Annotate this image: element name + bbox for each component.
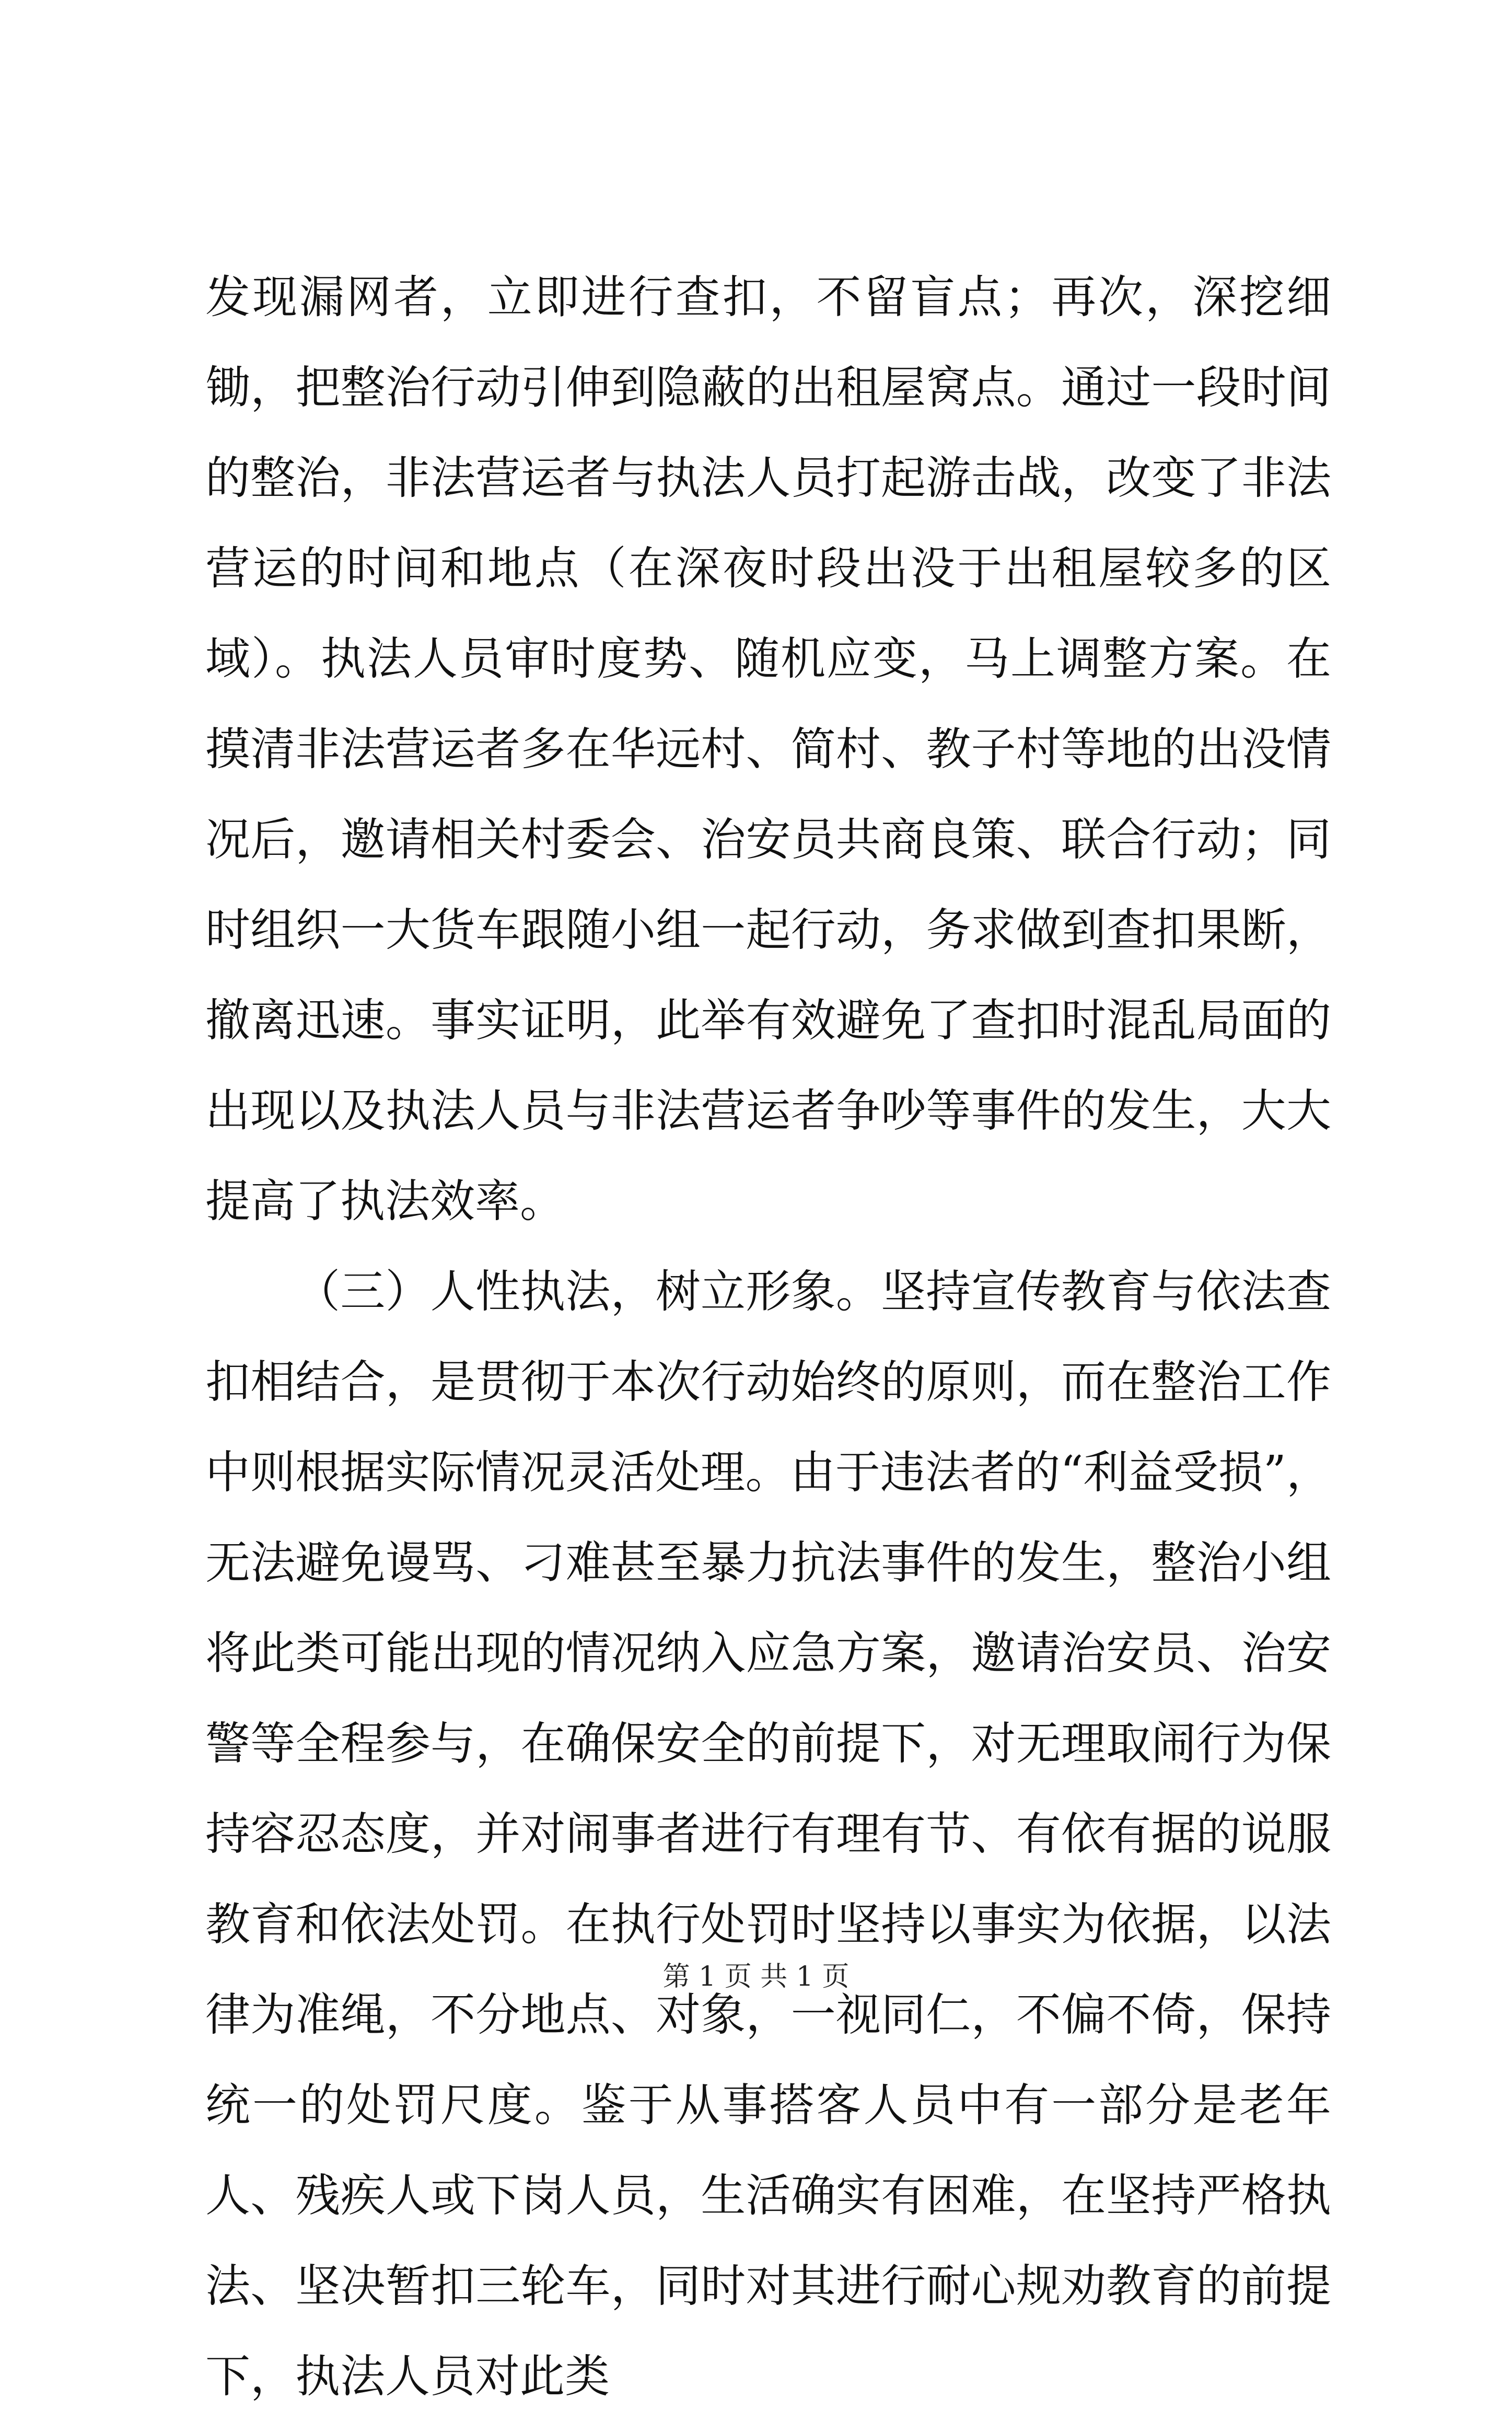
document-body	[205, 252, 1331, 2422]
paragraph-section-three: （三）人性执法，树立形象。坚持宣传教育与依法查扣相结合，是贯彻于本次行动始终的原则，而在整治工作中则根据实际情况灵活处理。由于违法者的“利益受损”，无法避免谩骂、刁难甚至暴力抗法事件的发生，整治小组将此类可能出现的情况纳入应急方案，邀请治安员、治安警等全程参与，在确保安全的前提下，对无理取闹行为保持容忍态度，并对闹事者进行有理有节、有依有据的说服教育和依法处罚。在执行处罚时坚持以事实为依据，以法律为准绳，不分地点、对象，一视同仁，不偏不倚，保持统一的处罚尺度。鉴于从事搭客人员中有一部分是老年人、残疾人或下岗人员，生活确实有困难，在坚持严格执法、坚决暂扣三轮车，同时对其进行耐心规劝教育的前提下，执法人员对此类	[205, 1266, 1331, 2403]
paragraph-continued: 发现漏网者，立即进行查扣，不留盲点；再次，深挖细锄，把整治行动引伸到隐蔽的出租屋窝点。通过一段时间的整治，非法营运者与执法人员打起游击战，改变了非法营运的时间和地点（在深夜时段出没于出租屋较多的区域）。执法人员审时度势、随机应变，马上调整方案。在摸清非法营运者多在华远村、简村、教子村等地的出没情况后，邀请相关村委会、治安员共商良策、联合行动；同时组织一大货车跟随小组一起行动，务求做到查扣果断，撤离迅速。事实证明，此举有效避免了查扣时混乱局面的出现以及执法人员与非法营运者争吵等事件的发生，大大提高了执法效率。	[205, 271, 1331, 1227]
page-footer: 第 1 页 共 1 页	[662, 1961, 850, 1992]
